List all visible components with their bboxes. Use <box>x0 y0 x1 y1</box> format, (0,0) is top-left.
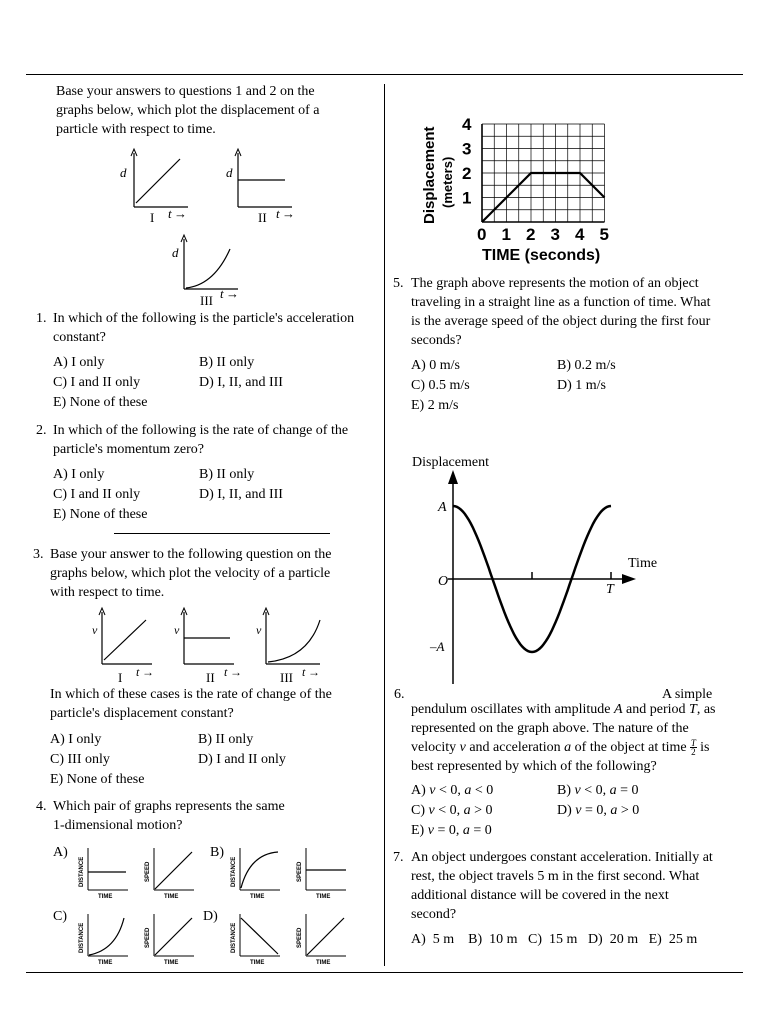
x-axis-label: TIME (seconds) <box>482 247 601 264</box>
question-number: 7. <box>393 850 404 865</box>
choice-a[interactable]: A) I only <box>53 355 105 370</box>
question-text: additional distance will be covered in the next <box>411 888 669 903</box>
origin-label: O <box>438 574 449 589</box>
question-number: 5. <box>393 276 404 291</box>
graph-I-label: I <box>150 210 155 225</box>
graph-II-label: II <box>258 210 267 225</box>
question-text: particle's momentum zero? <box>53 442 205 457</box>
question-text: seconds? <box>411 333 462 348</box>
vgraph-III-label: III <box>280 670 293 685</box>
axis-label: SPEED <box>145 927 151 948</box>
question-text: In which of the following is the particle's acceleration <box>53 311 355 326</box>
x-axis-label: Time <box>628 556 658 571</box>
vgraph-I-ylabel: v <box>92 623 98 637</box>
pair-a-distance <box>79 848 128 900</box>
axis-label: DISTANCE <box>231 856 237 887</box>
axis-label: TIME <box>164 894 179 900</box>
arrow-right-icon: → <box>174 206 187 221</box>
x-tick-label: 1 <box>501 225 511 244</box>
section-divider <box>114 533 330 534</box>
x-tick-label: 3 <box>550 225 560 244</box>
choice-d[interactable]: D) 1 m/s <box>557 378 606 393</box>
choice-b[interactable]: B) 0.2 m/s <box>557 358 616 373</box>
choice-e[interactable]: E) None of these <box>53 507 148 522</box>
top-rule <box>26 74 743 75</box>
choice-a[interactable]: A) 0 m/s <box>411 358 460 373</box>
x-tick-label: 5 <box>599 225 609 244</box>
pair-a-speed <box>145 848 194 900</box>
velocity-graphs <box>88 604 338 686</box>
choice-d[interactable]: D) I, II, and III <box>199 375 283 390</box>
graph-I-xlabel: t <box>168 206 172 221</box>
vgraph-II <box>174 608 242 685</box>
y-axis-label: Displacement <box>421 126 438 224</box>
displacement-graphs <box>110 145 310 310</box>
choice-c[interactable]: C) 0.5 m/s <box>411 378 470 393</box>
vgraph-II-ylabel: v <box>174 623 180 637</box>
graph-II-ylabel: d <box>226 165 233 180</box>
displacement-time-chart <box>412 104 632 270</box>
axis-label: DISTANCE <box>79 856 85 887</box>
intro-line: graphs below, which plot the displacement of a <box>56 103 320 118</box>
vgraph-I <box>92 608 154 685</box>
choice-c[interactable]: C) v < 0, a > 0 <box>411 803 493 818</box>
question-text: In which of the following is the rate of change of the <box>53 423 349 438</box>
y-tick-label: 4 <box>462 115 472 134</box>
question-text: with respect to time. <box>50 585 165 600</box>
x-tick-label: 2 <box>526 225 536 244</box>
axis-label: SPEED <box>145 861 151 882</box>
arrow-right-icon: → <box>308 665 320 679</box>
pendulum-displacement-chart <box>408 448 668 688</box>
graph-II-xlabel: t <box>276 206 280 221</box>
vgraph-II-xlabel: t <box>224 665 228 679</box>
vgraph-III <box>256 608 320 685</box>
axis-label: TIME <box>98 960 113 966</box>
question-text: graphs below, which plot the velocity of a particle <box>50 566 331 581</box>
question-text: is the average speed of the object during the first four <box>411 314 711 329</box>
pair-d-speed <box>297 914 346 966</box>
question-stem: In which of these cases is the rate of change of the <box>50 687 332 702</box>
choice-b[interactable]: B) II only <box>199 467 255 482</box>
choice-d-label[interactable]: D) <box>203 909 218 924</box>
y-tick-label: 1 <box>462 188 472 208</box>
x-tick-label: 4 <box>575 225 585 244</box>
choice-e[interactable]: E) None of these <box>53 395 148 410</box>
neg-amplitude-label: –A <box>430 639 445 654</box>
arrow-right-icon <box>622 574 636 584</box>
choice-d[interactable]: D) v = 0, a > 0 <box>557 803 640 818</box>
choice-d[interactable]: D) I, II, and III <box>199 487 283 502</box>
column-divider <box>384 84 385 966</box>
y-axis-unit: (meters) <box>440 156 455 208</box>
question-text: An object undergoes constant acceleration. Initially at <box>411 850 713 865</box>
vgraph-III-ylabel: v <box>256 623 262 637</box>
answer-choices[interactable]: A) 5 m B) 10 m C) 15 m D) 20 m E) 25 m <box>411 932 698 947</box>
graph-III-xlabel: t <box>220 286 224 301</box>
graph-III-label: III <box>200 293 213 308</box>
choice-d[interactable]: D) I and II only <box>198 752 286 767</box>
axis-label: DISTANCE <box>79 922 85 953</box>
pair-c[interactable] <box>79 914 194 966</box>
axis-label: TIME <box>164 960 179 966</box>
vgraph-II-label: II <box>206 670 215 685</box>
axis-label: SPEED <box>297 927 303 948</box>
question-text: constant? <box>53 330 106 345</box>
graph-I <box>120 149 188 225</box>
graph-I-ylabel: d <box>120 165 127 180</box>
question-text: traveling in a straight line as a function of time. What <box>411 295 711 310</box>
intro-line: particle with respect to time. <box>56 122 216 137</box>
arrow-right-icon: → <box>226 286 239 301</box>
pair-b-distance <box>231 848 280 900</box>
graph-III-curve <box>186 249 230 288</box>
choice-b[interactable]: B) v < 0, a = 0 <box>557 783 639 798</box>
arrow-up-icon <box>448 470 458 484</box>
graph-II <box>226 149 295 225</box>
pair-c-speed <box>145 914 194 966</box>
choice-b-label[interactable]: B) <box>210 845 224 860</box>
choice-c[interactable]: C) III only <box>50 752 110 767</box>
question-text: pendulum oscillates with amplitude A and period T, as <box>411 702 716 717</box>
period-label: T <box>606 582 614 597</box>
question-stem: particle's displacement constant? <box>50 706 234 721</box>
axis-label: TIME <box>316 894 331 900</box>
vgraph-I-label: I <box>118 670 123 685</box>
graph-I-line <box>136 159 180 203</box>
choice-b[interactable]: B) II only <box>198 732 254 747</box>
question-number: 2. <box>36 423 47 438</box>
axis-label: TIME <box>250 960 265 966</box>
question-text: best represented by which of the following? <box>411 759 657 774</box>
choice-c[interactable]: C) I and II only <box>53 375 141 390</box>
question-text: velocity v and acceleration a of the object at time $\frac{T}{2}$ is <box>411 738 710 758</box>
pair-b[interactable] <box>231 848 346 900</box>
question-text: Which pair of graphs represents the same <box>53 799 285 814</box>
graph-III-ylabel: d <box>172 245 179 260</box>
question-number: 4. <box>36 799 47 814</box>
question-lead: A simple <box>662 687 713 702</box>
choice-e[interactable]: E) v = 0, a = 0 <box>411 823 492 838</box>
axis-label: SPEED <box>297 861 303 882</box>
axis-label: TIME <box>250 894 265 900</box>
y-axis-label: Displacement <box>412 455 489 470</box>
motion-pair-graphs <box>74 842 364 968</box>
bottom-rule <box>26 972 743 973</box>
choice-a[interactable]: A) I only <box>50 732 102 747</box>
pair-d[interactable] <box>231 914 346 966</box>
pair-d-distance <box>231 914 280 966</box>
arrow-right-icon: → <box>230 665 242 679</box>
pair-c-distance <box>79 914 128 966</box>
question-text: Base your answer to the following question on the <box>50 547 332 562</box>
pair-b-speed <box>297 848 346 900</box>
vgraph-III-xlabel: t <box>302 665 306 679</box>
question-text: second? <box>411 907 457 922</box>
question-number: 3. <box>33 547 44 562</box>
amplitude-label: A <box>438 500 447 515</box>
choice-c[interactable]: C) I and II only <box>53 487 141 502</box>
question-number: 6. <box>394 687 405 702</box>
choice-a[interactable]: A) I only <box>53 467 105 482</box>
y-tick-label: 3 <box>462 139 472 159</box>
choice-b[interactable]: B) II only <box>199 355 255 370</box>
axis-label: DISTANCE <box>231 922 237 953</box>
choice-e[interactable]: E) 2 m/s <box>411 398 459 413</box>
choice-a-label[interactable]: A) <box>53 845 68 860</box>
choice-e[interactable]: E) None of these <box>50 772 145 787</box>
question-text: The graph above represents the motion of an object <box>411 276 699 291</box>
arrow-right-icon: → <box>282 206 295 221</box>
intro-line: Base your answers to questions 1 and 2 on the <box>56 84 315 99</box>
question-text: rest, the object travels 5 m in the first second. What <box>411 869 700 884</box>
y-tick-label: 2 <box>462 164 472 183</box>
choice-a[interactable]: A) v < 0, a < 0 <box>411 783 494 798</box>
question-text: represented on the graph above. The nature of the <box>411 721 689 736</box>
graph-III <box>172 235 239 308</box>
question-text: 1-dimensional motion? <box>53 818 183 833</box>
pair-a[interactable] <box>79 848 194 900</box>
choice-c-label[interactable]: C) <box>53 909 67 924</box>
axis-label: TIME <box>316 960 331 966</box>
question-number: 1. <box>36 311 47 326</box>
arrow-right-icon: → <box>142 665 154 679</box>
vgraph-I-xlabel: t <box>136 665 140 679</box>
axis-label: TIME <box>98 894 113 900</box>
x-tick-label: 0 <box>477 225 487 244</box>
